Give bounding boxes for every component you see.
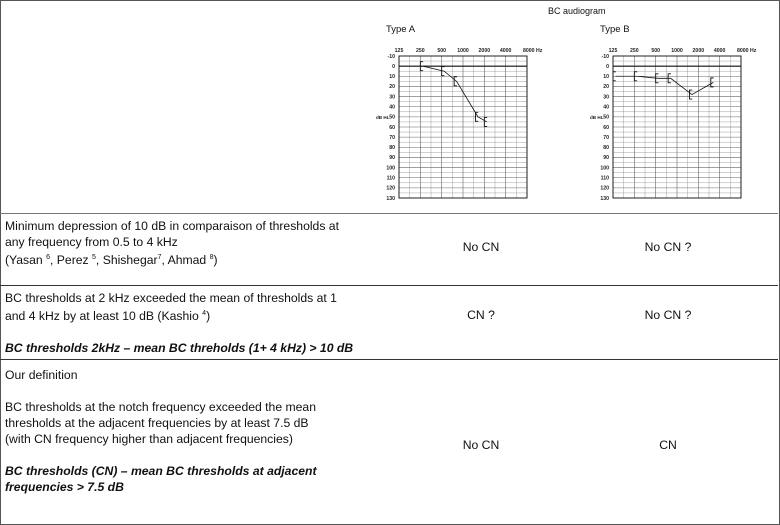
freq-tick-label: 4000 bbox=[713, 48, 726, 54]
audiogram-title: BC audiogram bbox=[548, 6, 606, 16]
row-divider bbox=[0, 213, 778, 214]
db-tick-label: -10 bbox=[601, 53, 609, 60]
criterion-3-formula: BC thresholds (CN) – mean BC thresholds at adjacent bbox=[5, 464, 317, 478]
db-tick-label: 80 bbox=[603, 145, 609, 152]
db-tick-label: -10 bbox=[387, 53, 395, 60]
criterion-1-line: Minimum depression of 10 dB in comparaison of thresholds at bbox=[5, 219, 339, 233]
row-3-type-b-result: CN bbox=[659, 438, 677, 452]
criterion-3-formula: frequencies > 7.5 dB bbox=[5, 480, 124, 494]
criterion-3-line: BC thresholds at the notch frequency exceeded the mean bbox=[5, 400, 316, 414]
criterion-1-refs: (Yasan $^6$, Perez $^5$, Shishegar$^7$, Ahmad $^8$) bbox=[5, 253, 218, 268]
threshold-line bbox=[616, 76, 714, 94]
db-tick-label: 20 bbox=[603, 84, 609, 91]
db-tick-label: 100 bbox=[386, 165, 395, 172]
db-tick-label: 40 bbox=[389, 104, 395, 111]
freq-tick-label: 250 bbox=[630, 48, 639, 54]
row-divider bbox=[0, 359, 778, 360]
db-tick-label: 80 bbox=[389, 145, 395, 152]
freq-tick-label: 4000 bbox=[499, 48, 512, 54]
row-1-type-a-result: No CN bbox=[462, 240, 500, 254]
threshold-line bbox=[423, 66, 487, 122]
row-divider bbox=[0, 285, 778, 286]
db-tick-label: 70 bbox=[389, 134, 395, 141]
freq-tick-label: 500 bbox=[651, 48, 660, 54]
freq-tick-label: 125 bbox=[394, 48, 404, 54]
row-2-type-b-result: No CN ? bbox=[644, 308, 692, 322]
db-tick-label: 130 bbox=[386, 195, 395, 202]
criterion-2-formula: BC thresholds 2kHz – mean BC threholds (1+ 4 kHz) > 10 dB bbox=[5, 341, 354, 356]
db-tick-label: 60 bbox=[389, 124, 395, 131]
freq-tick-label: 1000 bbox=[671, 48, 683, 54]
db-axis-label: dB HL bbox=[590, 114, 604, 120]
criterion-2 bbox=[5, 290, 353, 356]
db-tick-label: 10 bbox=[603, 74, 609, 81]
db-tick-label: 90 bbox=[389, 155, 395, 162]
freq-tick-label: 125 bbox=[608, 48, 618, 54]
freq-tick-label: 2000 bbox=[478, 48, 491, 54]
freq-tick-label: 250 bbox=[416, 48, 425, 54]
row-2-type-a-result: CN ? bbox=[467, 308, 495, 322]
db-tick-label: 0 bbox=[606, 63, 609, 70]
criterion-3 bbox=[5, 367, 381, 495]
criterion-3-heading: Our definition bbox=[5, 368, 78, 382]
criterion-3-line: thresholds at the adjacent frequencies by at least 7.5 dB bbox=[5, 416, 309, 430]
db-tick-label: 130 bbox=[600, 195, 609, 202]
db-tick-label: 10 bbox=[389, 74, 395, 81]
criterion-2-line: and 4 kHz by at least 10 dB (Kashio $^4$) bbox=[5, 309, 211, 324]
db-tick-label: 110 bbox=[386, 175, 395, 182]
db-tick-label: 50 bbox=[389, 114, 395, 121]
db-tick-label: 70 bbox=[603, 134, 609, 141]
db-tick-label: 0 bbox=[392, 63, 395, 70]
db-tick-label: 110 bbox=[600, 175, 609, 182]
db-tick-label: 120 bbox=[386, 185, 395, 192]
freq-tick-label: 2000 bbox=[692, 48, 705, 54]
freq-tick-label: 1000 bbox=[457, 48, 469, 54]
db-tick-label: 20 bbox=[389, 84, 395, 91]
freq-tick-label: 8000 Hz bbox=[523, 48, 543, 54]
db-tick-label: 90 bbox=[603, 155, 609, 162]
audiogram-type-a bbox=[366, 44, 543, 204]
db-tick-label: 30 bbox=[603, 94, 609, 101]
criterion-1 bbox=[5, 218, 339, 268]
db-tick-label: 100 bbox=[600, 165, 609, 172]
type-a-label: Type A bbox=[386, 24, 416, 35]
row-3-type-a-result: No CN bbox=[462, 438, 500, 452]
db-axis-label: dB HL bbox=[376, 114, 390, 120]
criterion-1-line: any frequency from 0.5 to 4 kHz bbox=[5, 235, 178, 249]
criterion-3-line: (with CN frequency higher than adjacent frequencies) bbox=[5, 432, 293, 446]
freq-tick-label: 500 bbox=[437, 48, 446, 54]
db-tick-label: 120 bbox=[600, 185, 609, 192]
db-tick-label: 40 bbox=[603, 104, 609, 111]
db-tick-label: 50 bbox=[603, 114, 609, 121]
db-tick-label: 30 bbox=[389, 94, 395, 101]
type-b-label: Type B bbox=[600, 24, 630, 35]
criterion-2-line: BC thresholds at 2 kHz exceeded the mean of thresholds at 1 bbox=[5, 291, 337, 305]
row-1-type-b-result: No CN ? bbox=[644, 240, 692, 254]
db-tick-label: 60 bbox=[603, 124, 609, 131]
freq-tick-label: 8000 Hz bbox=[737, 48, 757, 54]
audiogram-type-b bbox=[580, 44, 775, 204]
